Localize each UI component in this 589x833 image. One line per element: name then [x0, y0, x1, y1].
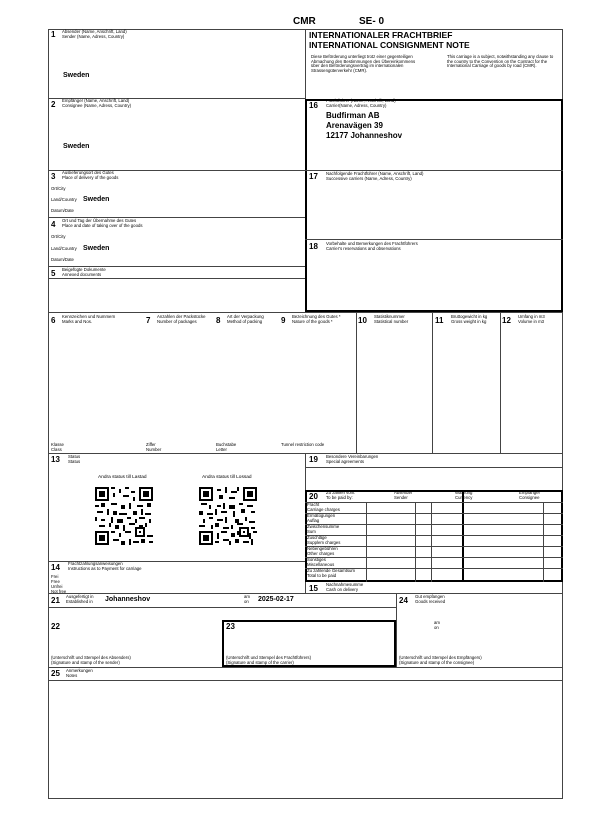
title-en: INTERNATIONAL CONSIGNMENT NOTE	[309, 40, 470, 50]
box-18-number: 18	[309, 242, 318, 251]
box-24-label-en: Goods received	[415, 599, 446, 604]
box-15-label-en: Cash on delivery	[326, 587, 359, 592]
box-20-consignee-en: Consignee	[519, 495, 540, 500]
box-17-label-en: Successive carriers (Name, Adress, Country)	[326, 176, 412, 181]
payment-free[interactable]: Free	[51, 579, 60, 584]
adr-tunnel: Tunnel restriction code	[281, 442, 325, 447]
box-20-label-de: Zu zahlen vom:	[326, 490, 356, 495]
col-7-label-de: Anzahlen der Packstücke	[157, 314, 206, 319]
charge-row-2-de: Ermäßigungen	[307, 513, 336, 518]
col-10-label-en: Statistical number	[374, 319, 409, 324]
box-14-label-de: Frachtzahlungsanweisungen	[68, 561, 123, 566]
col-11-label-de: Bruttogewicht in kg	[451, 314, 488, 319]
consignee-signature-en: (Signature and stamp of the consignee)	[399, 660, 475, 665]
col-6-number: 6	[51, 316, 56, 325]
box-18-label-de: Vorbehalte und Bemerkungen des Frachtführers	[326, 241, 418, 246]
consignee-signature-de: (Unterschrift und Stempel des Empfängers)	[399, 655, 482, 660]
box-3-country-label: Land/Country	[51, 197, 77, 202]
carrier-name[interactable]: Budfirman AB	[326, 111, 380, 120]
box-13-number: 13	[51, 455, 60, 464]
box-4-label-en: Place and date of taking over of the goods	[62, 223, 143, 228]
box-21-label-en: Established in	[66, 599, 93, 604]
box-15-number: 15	[309, 584, 318, 593]
box-5-label-de: Beigefügte Dokumente	[62, 267, 106, 272]
box-17-label-de: Nachfolgende Frachtführer (Name, Anschrift, Land)	[326, 171, 424, 176]
charge-row-4-en: Supplem charges	[307, 540, 341, 545]
col-11-number: 11	[435, 316, 444, 325]
charge-row-1-en: Carriage charges	[307, 507, 340, 512]
col-12-label-en: Volume in m3	[518, 319, 545, 324]
box-13-label-de: Status	[68, 454, 81, 459]
col-7-label-en: Number of packages	[157, 319, 197, 324]
box-4-country-label: Land/Country	[51, 246, 77, 251]
qr-code-loaded[interactable]	[95, 487, 153, 545]
carrier-street[interactable]: Arenavägen 39	[326, 121, 383, 130]
box-4-label-de: Ort und Tag der Übernahme des Gutes	[62, 218, 137, 223]
box-3-city-label: Ort/City	[51, 186, 66, 191]
charge-row-1-de: Fracht	[307, 502, 320, 507]
box-24-number: 24	[399, 596, 408, 605]
box-24-am: am	[434, 620, 440, 625]
box-21-on: on	[244, 599, 249, 604]
col-10-number: 10	[358, 316, 367, 325]
charge-row-5-en: Other charges	[307, 551, 335, 556]
charge-row-2-en: Auflag	[307, 518, 320, 523]
box-5-number: 5	[51, 269, 56, 278]
consignee-country[interactable]: Sweden	[63, 143, 90, 150]
charge-row-3-de: Zwischensumme	[307, 524, 340, 529]
established-date[interactable]: 2025-02-17	[258, 596, 294, 603]
box-21-number: 21	[51, 596, 60, 605]
box-20-currency-en: Currency	[455, 495, 473, 500]
box-13-label-en: Status	[68, 459, 81, 464]
box-20-label-en: To be paid by:	[326, 495, 353, 500]
box-24-on: on	[434, 625, 439, 630]
cmr-label: CMR	[293, 16, 316, 27]
col-6-label-de: Kennzeichen und Nummern	[62, 314, 116, 319]
col-6-label-en: Marks and Nos.	[62, 319, 93, 324]
charge-row-7-de: Zu zahlende Gesamtsum	[307, 568, 356, 573]
box-25-number: 25	[51, 669, 60, 678]
col-8-number: 8	[216, 316, 221, 325]
box-3-label-en: Place of delivery of the goods	[62, 175, 119, 180]
sender-signature-de: (Unterschrift und Stempel des Absenders)	[51, 655, 131, 660]
box-21-am: am	[244, 594, 250, 599]
box-25-label-en: Notes	[66, 673, 78, 678]
box-20-number: 20	[309, 492, 318, 501]
col-12-number: 12	[502, 316, 511, 325]
adr-letter: Letter	[216, 447, 227, 452]
charge-row-5-de: Nebengebühren	[307, 546, 338, 551]
box-15-label-de: Nachnahmesumme	[326, 582, 364, 587]
payment-unfrei[interactable]: Unfrei	[51, 584, 63, 589]
adr-number: Number	[146, 447, 162, 452]
charge-row-4-de: Zuschläge	[307, 535, 327, 540]
adr-buchstabe: Buchstabe	[216, 442, 237, 447]
carrier-signature-en: (Signature and stamp of the carrier)	[226, 660, 294, 665]
carrier-signature-de: (Unterschrift und Stempel des Frachtführers)	[226, 655, 312, 660]
col-7-number: 7	[146, 316, 151, 325]
box-2-number: 2	[51, 100, 56, 109]
adr-class: Class	[51, 447, 62, 452]
box-4-date-label: Datum/Date	[51, 257, 74, 262]
qr-label-unloaded: Andra status till Lossad	[202, 475, 252, 480]
carrier-city[interactable]: 12177 Johanneshov	[326, 131, 403, 140]
adr-klasse: Klasse	[51, 442, 64, 447]
charge-row-3-en: Sum	[307, 529, 316, 534]
box-16-label-de: Frachtführer (Name, Anschrift, Land)	[326, 98, 396, 103]
box-23-number: 23	[226, 622, 235, 631]
col-12-label-de: Umfang in m3	[518, 314, 545, 319]
box-16-number: 16	[309, 101, 318, 110]
box-1-label-de: Absender (Name, Anschrift, Land)	[62, 29, 127, 34]
charge-row-6-de: Sonstiges	[307, 557, 326, 562]
established-place[interactable]: Johanneshov	[105, 596, 151, 603]
col-8-label-en: Method of packing	[227, 319, 263, 324]
adr-ziffer: Ziffer	[146, 442, 156, 447]
qr-code-unloaded[interactable]	[199, 487, 257, 545]
box-16-label-en: Carrier(Name, Adress, Country)	[326, 103, 387, 108]
col-9-label-en: Nature of the goods *	[292, 319, 333, 324]
box-4-city-label: Ort/City	[51, 234, 66, 239]
box-20-sender-de: Absender	[394, 490, 413, 495]
box-14-number: 14	[51, 563, 60, 572]
box-2-label-de: Empfänger (Name, Anschrift, Land)	[62, 98, 130, 103]
charge-row-6-en: Miscellaneous	[307, 562, 335, 567]
box-2-label-en: Consignee (Name, Adress, Country)	[62, 103, 132, 108]
se-number: SE- 0	[359, 16, 385, 27]
payment-not-free[interactable]: Not free	[51, 589, 67, 594]
col-8-label-de: Art der Verpackung	[227, 314, 264, 319]
box-22-number: 22	[51, 622, 60, 631]
box-20-consignee-de: Empfänger	[519, 490, 541, 495]
box-4-number: 4	[51, 220, 56, 229]
payment-frei[interactable]: Frei	[51, 574, 59, 579]
intro-de: Diese Beförderung unterliegt trotz einer gegenteiligen Abmachung den Bestimmungen des Übereinkommens über den Beförderungsvertrag im internationalen Strassengüterverkehr (CMR).	[311, 54, 416, 74]
col-10-label-de: Statistiknummer	[374, 314, 405, 319]
box-19-number: 19	[309, 455, 318, 464]
box-17-number: 17	[309, 172, 318, 181]
box-20-currency-de: Währung	[455, 490, 473, 495]
box-19-label-en: Special agreements	[326, 459, 364, 464]
box-21-label-de: Ausgefertigt in	[66, 594, 94, 599]
box-19-label-de: Besondere Vereinbarungen	[326, 454, 379, 459]
sender-signature-en: (Signature and stamp of the sender)	[51, 660, 120, 665]
box-14-label-en: Instructions as to Payment for carriage	[68, 566, 142, 571]
col-9-label-de: Bezeichnung des Gutes *	[292, 314, 341, 319]
box-1-label-en: Sender (Name, Adress, Country)	[62, 34, 125, 39]
box-3-number: 3	[51, 172, 56, 181]
box-25-label-de: Anmerkungen	[66, 668, 93, 673]
col-11-label-en: Gross weight in kg	[451, 319, 487, 324]
sender-country[interactable]: Sweden	[63, 72, 90, 79]
title-de: INTERNATIONALER FRACHTBRIEF	[309, 30, 453, 40]
box-5-label-en: Annexed documents	[62, 272, 102, 277]
box-24-label-de: Gut empfangen	[415, 594, 445, 599]
charge-row-7-en: Total to be paid	[307, 573, 337, 578]
qr-label-loaded: Andra status till Lastad	[98, 475, 147, 480]
box-3-date-label: Datum/Date	[51, 208, 74, 213]
box-18-label-en: Carrier's reservations and observations	[326, 246, 401, 251]
box-20-sender-en: Sender	[394, 495, 408, 500]
delivery-country[interactable]: Sweden	[83, 196, 110, 203]
box-3-label-de: Auslieferungsort des Gutes	[62, 170, 114, 175]
pickup-country[interactable]: Sweden	[83, 245, 110, 252]
intro-en: This carriage is a subject, notwithstanding any clause to the country to the Convention on the Contract for the International Carriage of goods by road (CMR).	[447, 54, 554, 69]
box-1-number: 1	[51, 30, 56, 39]
col-9-number: 9	[281, 316, 286, 325]
